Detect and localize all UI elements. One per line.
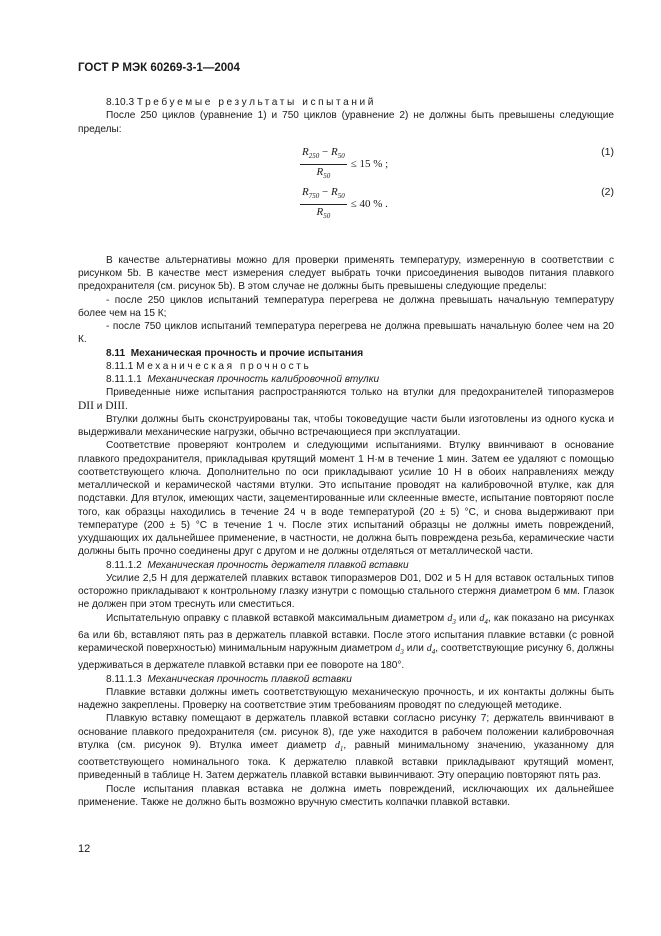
paragraph: После испытания плавкая вставка не должна иметь повреждений, исключающих их дальнейшее применение. Также не должно быть возможно вручную сместить колпачки плавкой вставки. xyxy=(78,783,614,808)
page-number: 12 xyxy=(78,843,91,855)
document-body xyxy=(78,96,614,809)
formula-1 xyxy=(78,142,614,192)
paragraph: Усилие 2,5 Н для держателей плавких вставок типоразмеров D01, D02 и 5 Н для вставок остальных типов осторожно прикладывают к контрольному глазку изнутри с помощью стального стержня диаметром 6 мм. Глазок не должен при этом треснуть или сместиться. xyxy=(78,572,614,611)
section-number: 8.10.3 xyxy=(106,97,135,108)
list-item: - после 250 циклов испытаний температура перегрева не должна превышать начальную температуру более чем на 15 К; xyxy=(78,294,614,319)
section-8-11-1-2-heading: 8.11.1.2 Механическая прочность держателя плавкой вставки xyxy=(106,559,409,571)
section-title: Требуемые результаты испытаний xyxy=(136,97,376,108)
formula-number: (2) xyxy=(601,185,614,198)
formula-relation: ≤ 40 % . xyxy=(350,198,388,211)
fraction: $\frac{R_{750} - R_{50}}{R_{50}}$ ≤ 40 % . xyxy=(302,185,388,221)
list-item: - после 750 циклов испытаний температура перегрева не должна превышать начальную более чем на 20 К. xyxy=(78,321,614,346)
section-8-11-1-heading: 8.11.1 Механическая прочность xyxy=(106,360,312,372)
section-8-11-1-3-heading: 8.11.1.3 Механическая прочность плавкой вставки xyxy=(106,673,352,685)
formula-relation: ≤ 15 % ; xyxy=(350,158,389,171)
document-header: ГОСТ Р МЭК 60269-3-1—2004 xyxy=(78,62,240,74)
paragraph: Плавкую вставку помещают в держатель плавкой вставки согласно рисунку 7; держатель ввинчивают в основание плавкого предохранителя (см. рисунок 8), где уже находится в рабочем положении калибровочная втулка (см. рисунок 9). Втулка имеет диаметр $d_1$, равный минимальному значению, указанному для соответствующего номинального тока. К держателю плавкой вставки прикладывают крутящий момент, приведенный в таблице Н. Затем держатель плавкой вставки вывинчивают. Эту операцию повторяют пять раз. xyxy=(78,713,614,782)
paragraph: Втулки должны быть сконструированы так, чтобы токоведущие части были изготовлены из одного куска и выдерживали механические нагрузки, обычно встречающиеся при эксплуатации. xyxy=(78,413,614,438)
paragraph: Соответствие проверяют контролем и следующими испытаниями. Втулку ввинчивают в основание плавкого предохранителя, прикладывая крутящий момент 1 Н·м в течение 1 мин. Затем ее удаляют с помощью соответствующего ключа. Дополнительно по оси прикладывают усилие 10 Н в обоих направлениях между металлической и керамической частями втулки. Это испытание проводят на калибровочной втулке, как для подставки. Для втулок, имеющих части, зацементированные или склеенные вместе, испытание повторяют после того, как образцы находились в течение 24 ч в воде температурой (20 ± 5) °С, и снова выдерживают при температуре (200 ± 5) °С в течение 1 ч. После этих испытаний образцы не должны иметь повреждений, ухудшающих их дальнейшее применение, в частности, не должна быть повреждена резьба, керамические части должны быть прочно соединены друг с другом и не должны отделяться от металлической части. xyxy=(78,440,614,558)
section-8-11-heading: 8.11 Механическая прочность и прочие испытания xyxy=(106,347,364,359)
formula-number: (1) xyxy=(601,145,614,158)
fraction: $\frac{R_{250} - R_{50}}{R_{50}}$ ≤ 15 % ; xyxy=(302,145,389,181)
section-8-11-1-1-heading: 8.11.1.1 Механическая прочность калибровочной втулки xyxy=(106,374,380,385)
paragraph: После 250 циклов (уравнение 1) и 750 циклов (уравнение 2) не должны быть превышены следующие пределы: xyxy=(78,110,614,135)
paragraph: В качестве альтернативы можно для проверки применять температуру, измеренную в соответствии с рисунком 5b. В качестве мест измерения следует выбрать точки присоединения выводов питания плавкого предохранителя (см. рисунок 5b). В этом случае не должны быть превышены следующие пределы: xyxy=(78,254,614,293)
paragraph: Испытательную оправку с плавкой вставкой максимальным диаметром $d_3$ или $d_4$, как показано на рисунках 6а или 6b, вставляют пять раз в держатель плавкой вставки. После этого испытания плавкие вставки (с ровной керамической поверхностью) минимальным наружным диаметром $d_3$ или $d_4$, соответствующие рисунку 6, должны удерживаться в держателе плавкой вставки при ее повороте на 180°. xyxy=(78,612,614,672)
formula-2 xyxy=(78,186,614,236)
paragraph: Приведенные ниже испытания распространяются только на втулки для предохранителей типоразмеров DII и DIII. xyxy=(78,387,614,412)
section-8-10-3-heading xyxy=(78,96,614,109)
paragraph: Плавкие вставки должны иметь соответствующую механическую прочность, и их контакты должны быть надежно закреплены. Проверку на соответствие этим требованиям проводят по следующей методике. xyxy=(78,686,614,712)
